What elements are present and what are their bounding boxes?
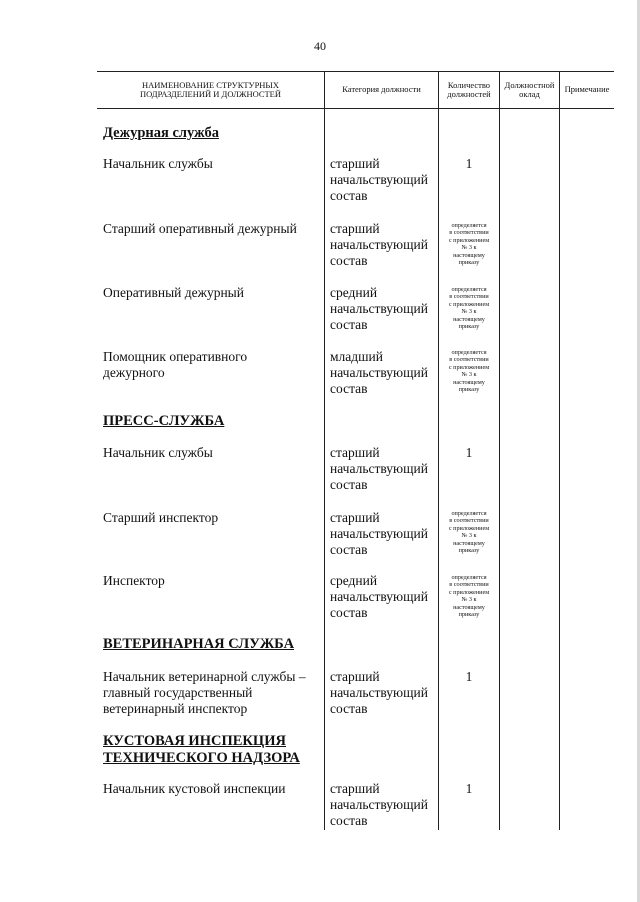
position-category: старший начальствующий состав [330,445,428,492]
position-name: Начальник службы [103,445,213,460]
position-category: старший начальствующий состав [330,781,428,828]
position-name: Помощник оперативного дежурного [103,349,248,380]
col-divider-4 [559,71,560,830]
col-divider-1 [324,71,325,830]
section-title: ВЕТЕРИНАРНАЯ СЛУЖБА [103,636,295,652]
position-category: старший начальствующий состав [330,510,428,557]
count-note: определяется в соответствии с приложением № 3 к настоящему приказу [448,349,490,394]
column-header-category: Категория должности [342,84,421,95]
position-count: 1 [465,669,473,684]
position-category: старший начальствующий состав [330,221,428,268]
column-header-salary: Должностной оклад [504,79,555,99]
position-name: Начальник службы [103,156,213,171]
column-header-count: Количество должностей [447,79,491,99]
position-category: старший начальствующий состав [330,669,428,716]
count-note: определяется в соответствии с приложением № 3 к настоящему приказу [448,286,490,331]
position-name: Начальник ветеринарной службы – главный государственный ветеринарный инспектор [103,669,306,716]
position-category: младший начальствующий состав [330,349,428,396]
column-header-name: НАИМЕНОВАНИЕ СТРУКТУРНЫХ ПОДРАЗДЕЛЕНИЙ И ДОЛЖНОСТЕЙ [139,79,282,99]
position-name: Оперативный дежурный [103,285,244,300]
position-name: Инспектор [103,573,165,588]
count-note: определяется в соответствии с приложением № 3 к настоящему приказу [448,222,490,267]
count-note: определяется в соответствии с приложением № 3 к настоящему приказу [448,510,490,555]
column-header-note: Примечание [564,84,610,95]
position-category: средний начальствующий состав [330,573,428,620]
position-name: Старший инспектор [103,510,219,525]
section-title: КУСТОВАЯ ИНСПЕКЦИЯ ТЕХНИЧЕСКОГО НАДЗОРА [103,733,300,766]
table-header-bottom-border [97,108,614,109]
position-count: 1 [465,156,473,171]
section-title: ПРЕСС-СЛУЖБА [103,413,225,429]
position-name: Начальник кустовой инспекции [103,781,286,796]
position-category: старший начальствующий состав [330,156,428,203]
page-number: 40 [314,39,326,53]
position-category: средний начальствующий состав [330,285,428,332]
count-note: определяется в соответствии с приложением № 3 к настоящему приказу [448,574,490,619]
position-count: 1 [465,781,473,796]
position-count: 1 [465,445,473,460]
section-title: Дежурная служба [103,125,219,141]
col-divider-3 [499,71,500,830]
position-name: Старший оперативный дежурный [103,221,297,236]
